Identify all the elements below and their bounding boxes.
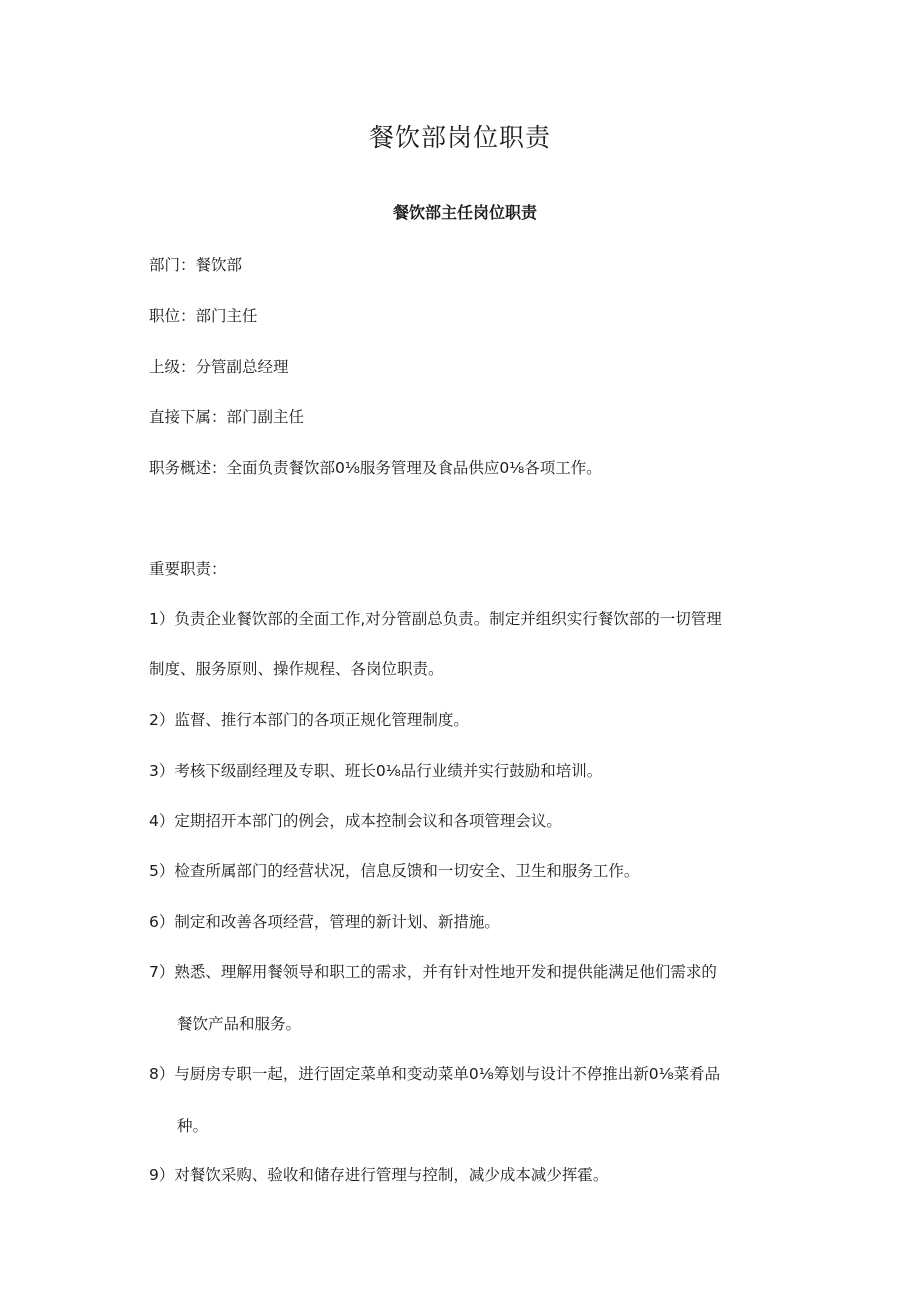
duty-item-5: 5）检查所属部门的经营状况，信息反馈和一切安全、卫生和服务工作。 xyxy=(149,862,640,880)
duty-item-8: 8）与厨房专职一起，进行固定菜单和变动菜单0⅛筹划与设计不停推出新0⅛菜肴品 xyxy=(149,1065,721,1083)
duty-item-6: 6）制定和改善各项经营，管理的新计划、新措施。 xyxy=(149,913,500,931)
duty-item-7: 7）熟悉、理解用餐领导和职工的需求，并有针对性地开发和提供能满足他们需求的 xyxy=(149,963,717,981)
job-summary-line: 职务概述：全面负责餐饮部0⅛服务管理及食品供应0⅛各项工作。 xyxy=(149,459,602,477)
duty-item-1-continuation: 制度、服务原则、操作规程、各岗位职责。 xyxy=(149,660,444,678)
duty-item-7-continuation: 餐饮产品和服务。 xyxy=(177,1015,302,1033)
document-title: 餐饮部岗位职责 xyxy=(368,123,551,152)
duties-heading: 重要职责： xyxy=(149,560,227,578)
duty-item-4: 4）定期招开本部门的例会，成本控制会议和各项管理会议。 xyxy=(149,812,562,830)
department-line: 部门：餐饮部 xyxy=(149,256,243,274)
superior-line: 上级：分管副总经理 xyxy=(149,358,289,376)
duty-item-9: 9）对餐饮采购、验收和储存进行管理与控制，减少成本减少挥霍。 xyxy=(149,1166,609,1184)
duty-item-2: 2）监督、推行本部门的各项正规化管理制度。 xyxy=(149,711,469,729)
position-line: 职位：部门主任 xyxy=(149,307,258,325)
duty-item-1: 1）负责企业餐饮部的全面工作,对分管副总负责。制定并组织实行餐饮部的一切管理 xyxy=(149,610,722,628)
document-subtitle: 餐饮部主任岗位职责 xyxy=(392,203,537,222)
duty-item-8-continuation: 种。 xyxy=(177,1117,209,1135)
duty-item-3: 3）考核下级副经理及专职、班长0⅛品行业绩并实行鼓励和培训。 xyxy=(149,762,603,780)
subordinates-line: 直接下属：部门副主任 xyxy=(149,408,305,426)
